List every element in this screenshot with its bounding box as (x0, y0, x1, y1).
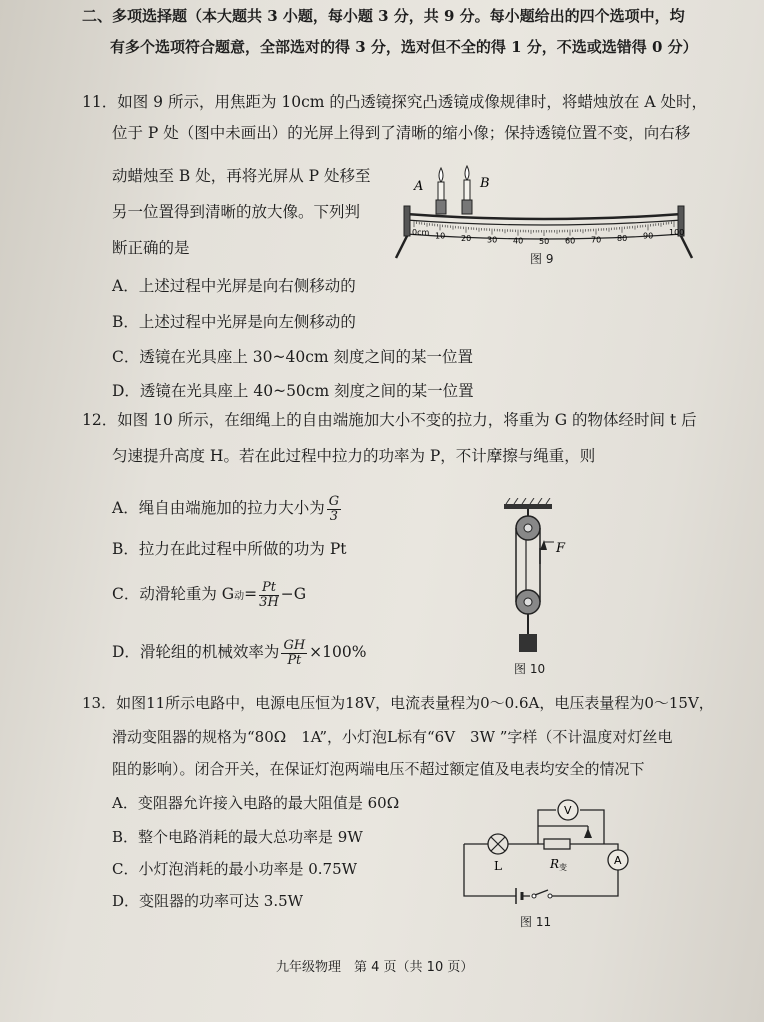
figure-10-pulley (496, 498, 586, 660)
q11-option-c: C．透镜在光具座上 30~40cm 刻度之间的某一位置 (112, 348, 474, 366)
q13-option-b: B．整个电路消耗的最大总功率是 9W (112, 828, 363, 846)
q11-option-b: B．上述过程中光屏是向左侧移动的 (112, 313, 356, 331)
q13-line1: 13．如图11所示电路中，电源电压恒为18V，电流表量程为0～0.6A，电压表量程为0～15V， (82, 694, 714, 712)
fraction-gh-over-pt: $\frac{GH}{Pt}$ (283, 637, 306, 668)
q11-option-d: D．透镜在光具座上 40~50cm 刻度之间的某一位置 (112, 382, 474, 400)
q11-option-a: A．上述过程中光屏是向右侧移动的 (112, 277, 356, 295)
rheostat-icon (544, 839, 570, 849)
ammeter-icon (608, 850, 628, 870)
q13-line2: 滑动变阻器的规格为“80Ω 1A”，小灯泡L标有“6V 3W ”字样（不计温度对灯丝电 (112, 728, 673, 746)
q11-line1: 11．如图 9 所示，用焦距为 10cm 的凸透镜探究凸透镜成像规律时，将蜡烛放在 A 处时， (82, 93, 707, 111)
ruler-label: 20 (461, 233, 472, 243)
q12-option-a (112, 490, 343, 526)
q12-option-b: B．拉力在此过程中所做的功为 Pt (112, 540, 347, 558)
weight-block (519, 634, 537, 652)
label-b: B (480, 176, 490, 191)
figure-10-caption: 图 10 (514, 662, 546, 676)
label-a: A (414, 179, 424, 194)
q13-option-c: C．小灯泡消耗的最小功率是 0.75W (112, 860, 358, 878)
q11-line4: 另一位置得到清晰的放大像。下列判 (112, 203, 361, 221)
q12-option-a-text: A．绳自由端施加的拉力大小为 (112, 499, 325, 517)
q13-option-a: A．变阻器允许接入电路的最大阻值是 60Ω (112, 794, 400, 812)
ruler-label: 0cm (412, 228, 430, 238)
ruler-label: 60 (565, 236, 576, 246)
switch-icon (532, 890, 552, 898)
q12-option-c: C．动滑轮重为 G动= $\frac{Pt}{3H}$ −G (112, 579, 307, 610)
q12-option-d: D．滑轮组的机械效率为 $\frac{GH}{Pt}$ ×100% (112, 637, 367, 668)
candle-a-icon (436, 168, 446, 214)
rheostat-label: R变 (550, 857, 568, 872)
figure-11-circuit (458, 796, 630, 906)
q13-line3: 阻的影响）。闭合开关，在保证灯泡两端电压不超过额定值及电表均安全的情况下 (112, 760, 645, 778)
force-f-label: F (556, 541, 566, 556)
section-title: 二、多项选择题（本大题共 3 小题，每小题 3 分，共 9 分。每小题给出的四个选项中，均 (82, 7, 685, 25)
battery-icon (516, 888, 530, 904)
svg-text:A: A (614, 854, 622, 867)
fraction-pt-over-3h: $\frac{Pt}{3H}$ (259, 579, 279, 610)
ruler-label: 70 (591, 235, 602, 245)
ruler-label: 40 (513, 236, 524, 246)
ruler-label: 100 (669, 228, 685, 238)
ruler-label: 80 (617, 233, 628, 243)
q12-line1: 12．如图 10 所示，在细绳上的自由端施加大小不变的拉力，将重为 G 的物体经时间 t 后 (82, 411, 697, 429)
page-footer: 九年级物理 第 4 页（共 10 页） (276, 960, 474, 975)
fraction-g-over-3: $\frac{G}{3}$ (328, 493, 340, 524)
ruler-label: 30 (487, 235, 498, 245)
q11-line3: 动蜡烛至 B 处，再将光屏从 P 处移至 (112, 167, 371, 185)
lamp-label: L (494, 859, 502, 873)
q11-line2: 位于 P 处（图中未画出）的光屏上得到了清晰的缩小像；保持透镜位置不变，向右移 (112, 124, 691, 142)
ruler-label: 90 (643, 231, 654, 241)
voltmeter-icon (558, 800, 578, 820)
candle-b-icon (462, 166, 472, 214)
figure-11-caption: 图 11 (520, 915, 552, 929)
section-title-cont: 有多个选项符合题意，全部选对的得 3 分，选对但不全的得 1 分，不选或选错得 0 分） (110, 38, 698, 56)
ruler-label: 50 (539, 237, 550, 246)
q11-line5: 断正确的是 (112, 239, 190, 257)
lamp-icon (488, 834, 508, 854)
ruler-label: 10 (435, 231, 446, 241)
figure-9-caption: 图 9 (530, 252, 554, 266)
q13-option-d: D．变阻器的功率可达 3.5W (112, 892, 304, 910)
svg-text:V: V (564, 804, 572, 817)
q12-line2: 匀速提升高度 H。若在此过程中拉力的功率为 P，不计摩擦与绳重，则 (112, 447, 596, 465)
